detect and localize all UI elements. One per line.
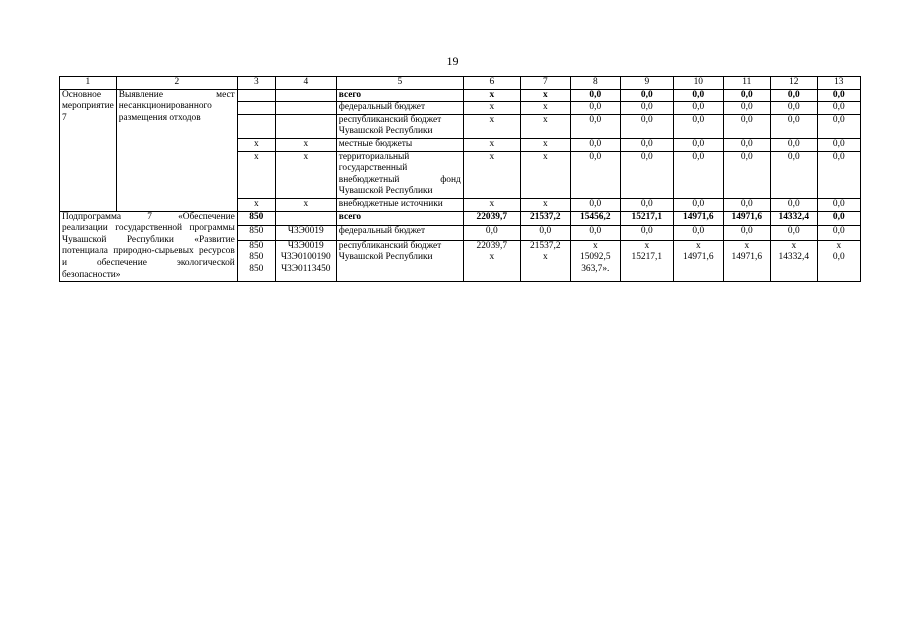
- table-cell: 0,0: [817, 226, 860, 241]
- cell-line: 850: [249, 252, 264, 263]
- cell-line: Ч3Э0113450: [281, 263, 331, 274]
- cell-line: 14332,4: [778, 252, 810, 263]
- table-cell: федеральный бюджет: [336, 102, 463, 115]
- table-cell: [275, 211, 336, 226]
- header-cell: 9: [620, 77, 673, 90]
- table-cell: 0,0: [570, 226, 620, 241]
- table-cell: 0,0: [723, 102, 770, 115]
- table-cell: 0,0: [723, 151, 770, 198]
- measure-description: Выявление мест несанкционированного размещения отходов: [116, 89, 237, 211]
- table-cell: х: [275, 138, 336, 151]
- table-cell: [723, 240, 770, 281]
- table-cell: 0,0: [673, 138, 723, 151]
- header-cell: 4: [275, 77, 336, 90]
- table-cell: 0,0: [620, 102, 673, 115]
- table-cell: 0,0: [817, 211, 860, 226]
- table-cell: 0,0: [620, 151, 673, 198]
- table-cell: 0,0: [673, 89, 723, 102]
- table-cell: [620, 240, 673, 281]
- table-cell: [275, 240, 336, 281]
- table-cell: х: [237, 138, 275, 151]
- table-cell: [673, 240, 723, 281]
- table-cell: республиканский бюджет Чувашской Республики: [336, 114, 463, 138]
- page-number: 19: [446, 54, 459, 68]
- table-row: [60, 89, 861, 102]
- table-cell: х: [463, 198, 520, 211]
- cell-line: 22039,7: [476, 240, 508, 251]
- table-cell: 0,0: [673, 226, 723, 241]
- table-cell: республиканский бюджет Чувашской Республики: [336, 240, 463, 281]
- table-cell: х: [275, 151, 336, 198]
- table-cell: 0,0: [570, 89, 620, 102]
- table-cell: 21537,2: [520, 211, 570, 226]
- table-cell: 0,0: [770, 198, 817, 211]
- header-cell: 11: [723, 77, 770, 90]
- table-cell: [237, 114, 275, 138]
- cell-line: х: [695, 240, 701, 251]
- cell-line: 15217,1: [631, 252, 663, 263]
- header-cell: 3: [237, 77, 275, 90]
- table-cell: [275, 102, 336, 115]
- table-cell: 0,0: [817, 198, 860, 211]
- header-cell: 13: [817, 77, 860, 90]
- table-cell: 0,0: [723, 226, 770, 241]
- table-cell: внебюджетные источники: [336, 198, 463, 211]
- table-cell: [520, 240, 570, 281]
- table-cell: территориальный государственный внебюджетный фонд Чувашской Республики: [336, 151, 463, 198]
- table-cell: х: [520, 198, 570, 211]
- table-cell: 15217,1: [620, 211, 673, 226]
- header-cell: 6: [463, 77, 520, 90]
- table-cell: [237, 102, 275, 115]
- table-cell: 0,0: [723, 89, 770, 102]
- table-cell: 0,0: [723, 114, 770, 138]
- table-cell: 22039,7: [463, 211, 520, 226]
- table-cell: х: [520, 114, 570, 138]
- table-cell: х: [520, 138, 570, 151]
- table-cell: 0,0: [520, 226, 570, 241]
- cell-line: 850: [249, 263, 264, 274]
- table-cell: 0,0: [570, 114, 620, 138]
- cell-line: Ч3Э0100190: [280, 252, 331, 263]
- table-cell: 0,0: [673, 114, 723, 138]
- table-cell: 850: [237, 226, 275, 241]
- table-cell: всего: [336, 89, 463, 102]
- table-cell: 0,0: [770, 114, 817, 138]
- table-cell: [237, 89, 275, 102]
- table-cell: федеральный бюджет: [336, 226, 463, 241]
- budget-table: [59, 76, 861, 282]
- table-cell: х: [275, 198, 336, 211]
- table-cell: 15456,2: [570, 211, 620, 226]
- table-cell: [570, 240, 620, 281]
- table-cell: 0,0: [620, 226, 673, 241]
- table-cell: х: [520, 151, 570, 198]
- table-cell: 0,0: [770, 138, 817, 151]
- table-cell: 0,0: [723, 198, 770, 211]
- table-cell: местные бюджеты: [336, 138, 463, 151]
- table-cell: 0,0: [570, 102, 620, 115]
- header-cell: 2: [116, 77, 237, 90]
- table-cell: 14971,6: [673, 211, 723, 226]
- measure-title: Основное мероприятие 7: [60, 89, 117, 211]
- cell-line: х: [744, 240, 750, 251]
- table-cell: 14971,6: [723, 211, 770, 226]
- table-cell: 0,0: [770, 226, 817, 241]
- table-cell: х: [463, 151, 520, 198]
- table-cell: 0,0: [570, 151, 620, 198]
- cell-line: х: [489, 252, 495, 263]
- table-cell: 0,0: [817, 151, 860, 198]
- cell-line: х: [644, 240, 650, 251]
- cell-line: х: [836, 240, 842, 251]
- cell-line: Ч3Э0019: [287, 240, 324, 251]
- header-cell: 12: [770, 77, 817, 90]
- table-cell: [770, 240, 817, 281]
- table-cell: 0,0: [620, 138, 673, 151]
- cell-line: 850: [249, 240, 264, 251]
- table-cell: 0,0: [673, 102, 723, 115]
- header-cell: 8: [570, 77, 620, 90]
- table-cell: 0,0: [570, 198, 620, 211]
- table-cell: 0,0: [817, 102, 860, 115]
- table-cell: [275, 89, 336, 102]
- cell-line: 14971,6: [683, 252, 714, 263]
- table-cell: 0,0: [620, 114, 673, 138]
- table-cell: 0,0: [463, 226, 520, 241]
- header-row: [60, 77, 861, 90]
- table-cell: Ч3Э0019: [275, 226, 336, 241]
- table-cell: 14332,4: [770, 211, 817, 226]
- table-row: [60, 211, 861, 226]
- cell-line: х: [592, 240, 598, 251]
- table-cell: 0,0: [620, 89, 673, 102]
- header-cell: 10: [673, 77, 723, 90]
- table-cell: х: [237, 151, 275, 198]
- header-cell: 7: [520, 77, 570, 90]
- cell-line: 14971,6: [731, 252, 763, 263]
- table-cell: 0,0: [817, 138, 860, 151]
- table-cell: всего: [336, 211, 463, 226]
- table-cell: 0,0: [673, 198, 723, 211]
- table-cell: х: [463, 102, 520, 115]
- cell-line: х: [791, 240, 797, 251]
- table-cell: 850: [237, 211, 275, 226]
- table-cell: х: [463, 89, 520, 102]
- cell-line: 363,7».: [581, 263, 610, 274]
- table-cell: 0,0: [620, 198, 673, 211]
- table-cell: 0,0: [570, 138, 620, 151]
- cell-line: х: [542, 252, 548, 263]
- cell-line: 0,0: [832, 252, 845, 263]
- table-cell: 0,0: [770, 151, 817, 198]
- table-cell: х: [520, 102, 570, 115]
- cell-line: 15092,5: [580, 252, 611, 263]
- table-cell: [237, 240, 275, 281]
- header-cell: 1: [60, 77, 117, 90]
- table-cell: х: [463, 114, 520, 138]
- table-cell: [463, 240, 520, 281]
- table-cell: 0,0: [770, 102, 817, 115]
- table-cell: 0,0: [817, 114, 860, 138]
- table-cell: 0,0: [723, 138, 770, 151]
- table-cell: х: [463, 138, 520, 151]
- table-cell: х: [237, 198, 275, 211]
- table-cell: х: [520, 89, 570, 102]
- table-cell: [817, 240, 860, 281]
- cell-line: 21537,2: [530, 240, 561, 251]
- table-cell: [275, 114, 336, 138]
- subprogram-title: Подпрограмма 7 «Обеспечение реализации государственной программы Чувашской Республики «Развитие потенциала природно-сырьевых ресурсов и обеспечение экологической безопасности»: [60, 211, 238, 282]
- header-cell: 5: [336, 77, 463, 90]
- table-cell: 0,0: [817, 89, 860, 102]
- table-cell: 0,0: [770, 89, 817, 102]
- table-cell: 0,0: [673, 151, 723, 198]
